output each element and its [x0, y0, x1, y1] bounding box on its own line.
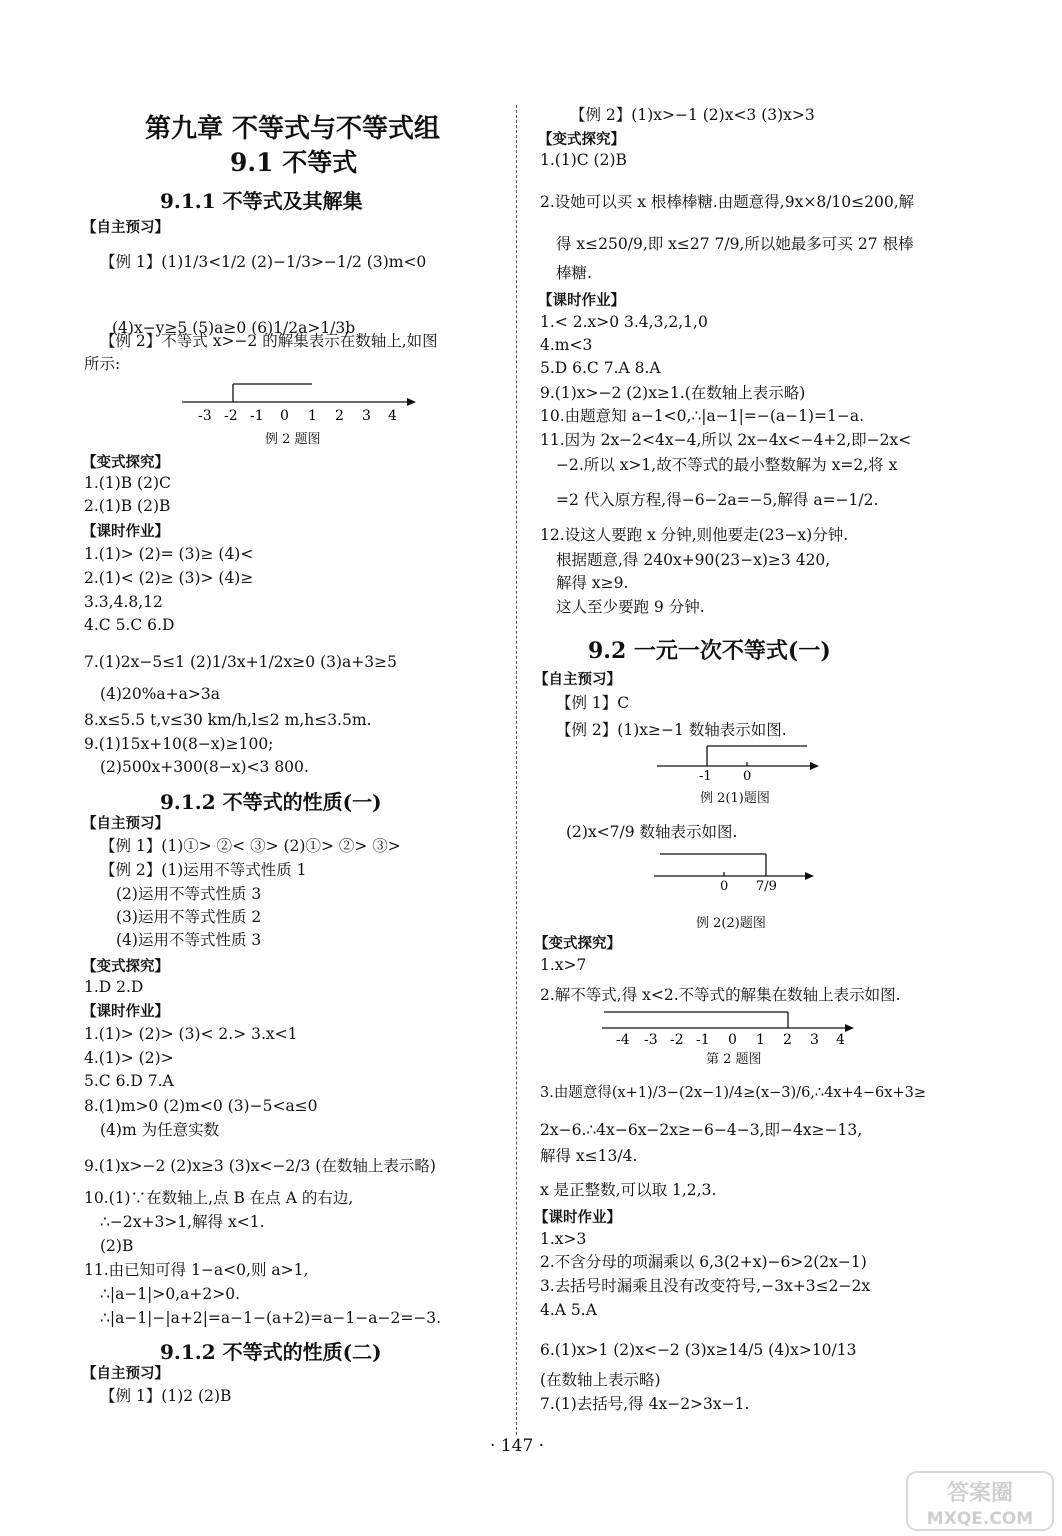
page-number: · 147 · — [490, 1436, 545, 1456]
answer-line: 【例 2】不等式 x>−2 的解集表示在数轴上,如图 — [100, 332, 438, 350]
figure-caption: 例 2(2)题图 — [696, 916, 766, 931]
answer-line: 5.D 6.C 7.A 8.A — [540, 359, 661, 377]
answer-line: 【例 1】(1)①> ②< ③> (2)①> ②> ③> — [100, 837, 401, 855]
subsection-title: 9.1.1 不等式及其解集 — [160, 189, 363, 213]
tick-label: 7/9 — [756, 879, 777, 894]
heading-variant: 【变式探究】 — [82, 454, 169, 471]
answer-line: (2)x<7/9 数轴表示如图. — [566, 823, 738, 841]
answer-line: 9.(1)15x+10(8−x)≥100; — [84, 735, 274, 753]
tick-label: 2 — [335, 408, 344, 424]
answer-line: (4)x−y≥5 (5)a≥0 (6)1/2a>1/3b — [112, 319, 356, 337]
answer-line: 这人至少要跑 9 分钟. — [556, 598, 705, 616]
heading-homework: 【课时作业】 — [534, 1209, 621, 1226]
number-line-figure — [652, 848, 822, 906]
answer-line: 9.(1)x>−2 (2)x≥3 (3)x<−2/3 (在数轴上表示略) — [84, 1157, 436, 1175]
tick-label: 1 — [308, 408, 317, 424]
answer-line: ∴|a−1|>0,a+2>0. — [100, 1285, 241, 1303]
heading-variant: 【变式探究】 — [82, 958, 169, 975]
answer-line: 9.(1)x>−2 (2)x≥1.(在数轴上表示略) — [540, 384, 806, 402]
answer-line: 2x−6.∴4x−6x−2x≥−6−4−3,即−4x≥−13, — [540, 1121, 863, 1139]
answer-line: 8.x≤5.5 t,v≤30 km/h,l≤2 m,h≤3.5m. — [84, 711, 372, 729]
figure-caption: 例 2 题图 — [265, 432, 321, 447]
answer-line: x 是正整数,可以取 1,2,3. — [540, 1181, 717, 1199]
answer-line: 10.(1)∵在数轴上,点 B 在点 A 的右边, — [84, 1189, 354, 1207]
answer-line: 4.m<3 — [540, 336, 593, 354]
answer-line: 1.(1)C (2)B — [540, 151, 627, 169]
heading-preview: 【自主预习】 — [82, 1365, 169, 1382]
answer-line: 11.由已知可得 1−a<0,则 a>1, — [84, 1261, 309, 1279]
answer-line: 【例 1】C — [556, 694, 630, 712]
answer-line: 11.因为 2x−2<4x−4,所以 2x−4x<−4+2,即−2x< — [540, 431, 912, 449]
tick-label: -1 — [250, 408, 264, 424]
answer-line: (3)运用不等式性质 2 — [116, 908, 262, 926]
answer-line: 解得 x≥9. — [556, 574, 629, 592]
figure-caption: 例 2(1)题图 — [700, 791, 770, 806]
answer-line: 1.(1)> (2)= (3)≥ (4)< — [84, 545, 254, 563]
tick-label: -3 — [198, 408, 212, 424]
answer-line: (4)运用不等式性质 3 — [116, 931, 262, 949]
tick-label: 0 — [728, 1032, 737, 1048]
answer-line: 【例 1】(1)2 (2)B — [100, 1387, 232, 1405]
answer-line: 7.(1)2x−5≤1 (2)1/3x+1/2x≥0 (3)a+3≥5 — [84, 653, 397, 671]
answer-line: (2)B — [100, 1237, 134, 1255]
answer-line: 解得 x≤13/4. — [540, 1147, 638, 1165]
subsection-title: 9.1.2 不等式的性质(一) — [160, 790, 382, 814]
section-title: 9.1 不等式 — [230, 148, 358, 177]
answer-line: 所示: — [84, 355, 121, 373]
answer-line: 得 x≤250/9,即 x≤27 7/9,所以她最多可买 27 根棒 — [556, 235, 914, 253]
number-line-figure — [655, 742, 825, 784]
tick-label: 2 — [783, 1032, 792, 1048]
number-line-figure — [600, 1008, 860, 1048]
answer-line: 1.< 2.x>0 3.4,3,2,1,0 — [540, 313, 708, 331]
tick-label: -1 — [696, 1032, 710, 1048]
tick-label: -2 — [670, 1032, 684, 1048]
tick-label: 1 — [756, 1032, 765, 1048]
tick-label: -3 — [644, 1032, 658, 1048]
answer-line: −2.所以 x>1,故不等式的最小整数解为 x=2,将 x — [556, 456, 898, 474]
answer-line: 10.由题意知 a−1<0,∴|a−1|=−(a−1)=1−a. — [540, 407, 865, 425]
heading-homework: 【课时作业】 — [538, 292, 625, 309]
number-line-figure — [178, 378, 423, 426]
answer-line: 1.(1)> (2)> (3)< 2.> 3.x<1 — [84, 1025, 298, 1043]
tick-label: 4 — [388, 408, 397, 424]
answer-line: 4.(1)> (2)> — [84, 1049, 174, 1067]
heading-preview: 【自主预习】 — [82, 219, 169, 236]
tick-label: 0 — [720, 879, 729, 894]
answer-line: 4.A 5.A — [540, 1301, 597, 1319]
heading-preview: 【自主预习】 — [82, 815, 169, 832]
answer-line: 2.解不等式,得 x<2.不等式的解集在数轴上表示如图. — [540, 986, 901, 1004]
answer-line: 1.x>7 — [540, 956, 587, 974]
answer-line: 【例 2】(1)运用不等式性质 1 — [100, 861, 307, 879]
answer-line: 3.3,4.8,12 — [84, 593, 163, 611]
answer-line: 6.(1)x>1 (2)x<−2 (3)x≥14/5 (4)x>10/13 — [540, 1341, 857, 1359]
watermark-logo — [905, 1470, 1055, 1532]
tick-label: 3 — [362, 408, 371, 424]
answer-line: 4.C 5.C 6.D — [84, 616, 175, 634]
answer-line: (2)运用不等式性质 3 — [116, 885, 262, 903]
answer-line: ∴|a−1|−|a+2|=a−1−(a+2)=a−1−a−2=−3. — [100, 1309, 442, 1327]
section-title: 9.2 一元一次不等式(一) — [588, 638, 831, 664]
answer-line: 3.由题意得(x+1)/3−(2x−1)/4≥(x−3)/6,∴4x+4−6x+3≥ — [540, 1085, 926, 1101]
answer-line: 棒糖. — [556, 264, 592, 282]
answer-line: 【例 2】(1)x≥−1 数轴表示如图. — [556, 721, 787, 739]
tick-label: -4 — [616, 1032, 630, 1048]
chapter-title: 第九章 不等式与不等式组 — [145, 114, 441, 144]
answer-line: 2.(1)< (2)≥ (3)> (4)≥ — [84, 569, 254, 587]
answer-line: 5.C 6.D 7.A — [84, 1072, 174, 1090]
answer-line: 2.(1)B (2)B — [84, 497, 171, 515]
tick-label: 4 — [836, 1032, 845, 1048]
answer-line: 根据题意,得 240x+90(23−x)≥3 420, — [556, 551, 831, 569]
tick-label: -1 — [699, 769, 712, 784]
tick-label: 0 — [280, 408, 289, 424]
tick-label: 0 — [743, 769, 752, 784]
answer-line: 【例 1】(1)1/3<1/2 (2)−1/3>−1/2 (3)m<0 — [100, 253, 427, 271]
answer-line: 8.(1)m>0 (2)m<0 (3)−5<a≤0 — [84, 1097, 318, 1115]
answer-line: 【例 2】(1)x>−1 (2)x<3 (3)x>3 — [570, 106, 815, 124]
answer-line: 7.(1)去括号,得 4x−2>3x−1. — [540, 1395, 750, 1413]
tick-label: -2 — [224, 408, 238, 424]
answer-line: (4)20%a+a>3a — [100, 685, 220, 703]
subsection-title: 9.1.2 不等式的性质(二) — [160, 1340, 382, 1364]
answer-line: 2.设她可以买 x 根棒棒糖.由题意得,9x×8/10≤200,解 — [540, 193, 915, 211]
answer-line: 12.设这人要跑 x 分钟,则他要走(23−x)分钟. — [540, 526, 849, 544]
answer-line: (4)m 为任意实数 — [100, 1121, 220, 1139]
answer-line: 1.(1)B (2)C — [84, 474, 171, 492]
heading-variant: 【变式探究】 — [538, 131, 625, 148]
answer-line: 3.去括号时漏乘且没有改变符号,−3x+3≤2−2x — [540, 1277, 871, 1295]
tick-label: 3 — [810, 1032, 819, 1048]
answer-line: 2.不含分母的项漏乘以 6,3(2+x)−6>2(2x−1) — [540, 1253, 867, 1271]
answer-line: (在数轴上表示略) — [540, 1371, 661, 1389]
answer-line: (2)500x+300(8−x)<3 800. — [100, 758, 309, 776]
column-divider — [516, 105, 517, 1435]
figure-caption: 第 2 题图 — [706, 1052, 762, 1067]
answer-line: ∴−2x+3>1,解得 x<1. — [100, 1213, 265, 1231]
heading-homework: 【课时作业】 — [82, 523, 169, 540]
heading-variant: 【变式探究】 — [534, 935, 621, 952]
answer-line: 1.D 2.D — [84, 978, 144, 996]
answer-line: 1.x>3 — [540, 1230, 587, 1248]
heading-homework: 【课时作业】 — [82, 1003, 169, 1020]
heading-preview: 【自主预习】 — [534, 671, 621, 688]
svg-text:答案圈: 答案圈 — [946, 1481, 1014, 1506]
svg-text:MXQE.COM: MXQE.COM — [926, 1509, 1034, 1529]
answer-line: =2 代入原方程,得−6−2a=−5,解得 a=−1/2. — [556, 491, 879, 509]
